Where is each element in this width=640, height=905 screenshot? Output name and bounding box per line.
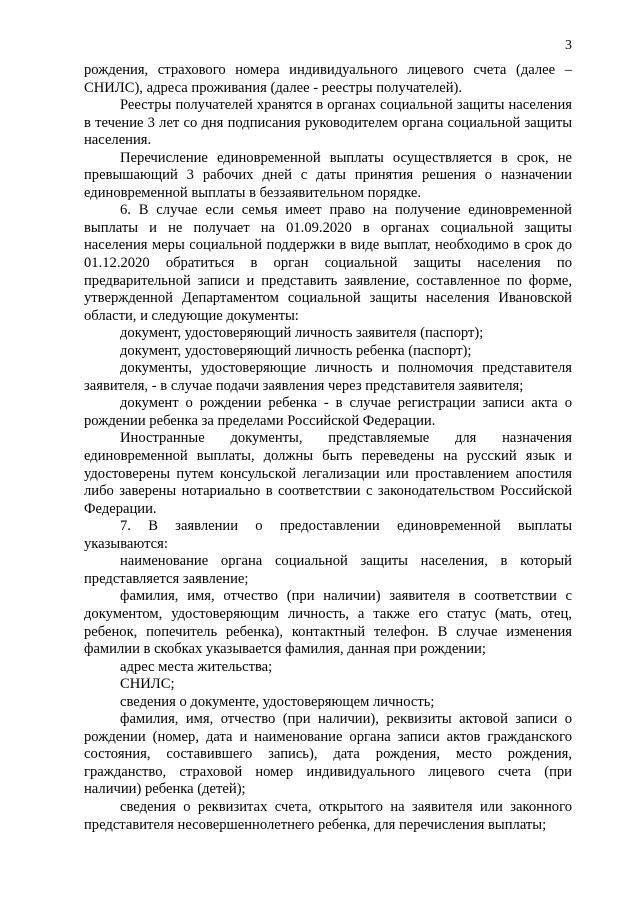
document-body: [84, 62, 572, 834]
list-item-snils: СНИЛС;: [120, 676, 175, 693]
list-item-birth-document: документ о рождении ребенка - в случае регистрации записи акта о рождении ребенка за пределами Российской Федерации.: [84, 395, 572, 429]
list-item-child-details: фамилия, имя, отчество (при наличии), реквизиты актовой записи о рождении (номер, дата и наименование органа записи актов гражданского состояния, составившего запись), дата рождения, место рождения, гражданство, страховой номер индивидуального лицевого счета (при наличии) ребенка (детей);: [84, 711, 572, 798]
list-item-identity-document-info: сведения о документе, удостоверяющем личность;: [120, 693, 435, 710]
list-item-bank-account-details: сведения о реквизитах счета, открытого на заявителя или законного представителя несовершеннолетнего ребенка, для перечисления выплаты;: [84, 798, 572, 833]
paragraph-item-7: 7. В заявлении о предоставлении единовременной выплаты указываются:: [84, 518, 572, 552]
paragraph-item-6: 6. В случае если семья имеет право на получение единовременной выплаты и не получает на 01.09.2020 в органах социальной защиты населения меры социальной поддержки в виде выплат, необходимо в срок до 01.12.2020 обратиться в орган социальной защиты населения по предварительной записи и представить заявление, составленное по форме, утвержденной Департаментом социальной защиты населения Ивановской области, и следующие документы:: [84, 202, 572, 324]
paragraph-payment-transfer-term: Перечисление единовременной выплаты осуществляется в срок, не превышающий 3 рабочих дней с даты принятия решения о назначении единовременной выплаты в беззаявительном порядке.: [84, 149, 572, 201]
paragraph-continuation-recipient-registry: рождения, страхового номера индивидуального лицевого счета (далее – СНИЛС), адреса проживания (далее - реестры получателей).: [84, 62, 572, 96]
paragraph-registry-storage: Реестры получателей хранятся в органах социальной защиты населения в течение 3 лет со дня подписания руководителем органа социальной защиты населения.: [84, 97, 572, 149]
list-item-child-id: документ, удостоверяющий личность ребенка (паспорт);: [120, 342, 472, 359]
list-item-representative-documents: документы, удостоверяющие личность и полномочия представителя заявителя, - в случае подачи заявления через представителя заявителя;: [84, 360, 572, 394]
paragraph-foreign-documents: Иностранные документы, представляемые для назначения единовременной выплаты, должны быть переведены на русский язык и удостоверены путем консульской легализации или проставлением апостиля либо заверены нотариально в соответствии с законодательством Российской Федерации.: [84, 430, 572, 517]
page-number: 3: [565, 38, 572, 53]
list-item-applicant-id: документ, удостоверяющий личность заявителя (паспорт);: [120, 325, 484, 342]
list-item-residence-address: адрес места жительства;: [120, 658, 273, 675]
list-item-applicant-name-status: фамилия, имя, отчество (при наличии) заявителя в соответствии с документом, удостоверяющим личность, а также его статус (мать, отец, ребенок, попечитель ребенка), контактный телефон. В случае изменения фамилии в скобках указывается фамилия, данная при рождении;: [84, 588, 572, 658]
list-item-authority-name: наименование органа социальной защиты населения, в который представляется заявление;: [84, 553, 572, 587]
